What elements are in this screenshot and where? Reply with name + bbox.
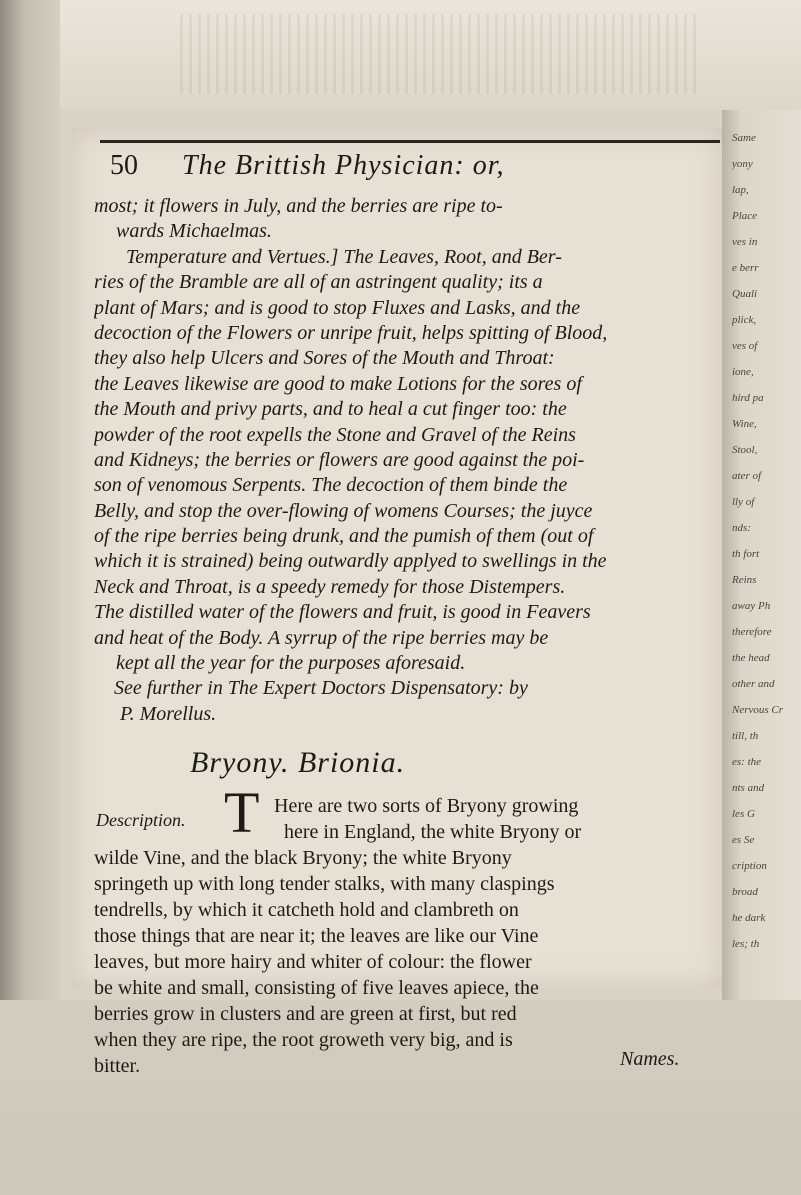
scan-top-margin <box>0 0 801 110</box>
margin-fragment: plick, <box>732 314 757 326</box>
margin-fragment: till, th <box>732 730 759 742</box>
text-line: and heat of the Body. A syrrup of the ripe berries may be <box>94 626 549 649</box>
margin-fragment: ves in <box>732 236 758 248</box>
margin-fragment: nds: <box>732 522 751 534</box>
margin-fragment: es: the <box>732 756 762 768</box>
margin-fragment: other and <box>732 678 775 690</box>
text-line: leaves, but more hairy and whiter of colour: the flower <box>94 951 532 973</box>
section-heading: Bryony. Brionia. <box>190 746 406 779</box>
text-line: when they are ripe, the root groweth very big, and is <box>94 1029 513 1051</box>
margin-fragment: Same <box>732 132 756 144</box>
margin-fragment: les G <box>732 808 755 820</box>
margin-fragment: lly of <box>732 496 755 508</box>
text-line: wilde Vine, and the black Bryony; the white Bryony <box>94 847 512 869</box>
catchword: Names. <box>620 1048 680 1070</box>
text-line: berries grow in clusters and are green at first, but red <box>94 1003 517 1025</box>
margin-fragment: the head <box>732 652 770 664</box>
margin-fragment: Reins <box>732 574 757 586</box>
text-line: and Kidneys; the berries or flowers are good against the poi- <box>94 448 585 471</box>
text-line: The distilled water of the flowers and fruit, is good in Feavers <box>94 601 591 624</box>
text-line: Belly, and stop the over-flowing of womens Courses; the juyce <box>94 499 593 522</box>
margin-fragment: therefore <box>732 626 772 638</box>
margin-fragment: cription <box>732 860 767 872</box>
text-line: decoction of the Flowers or unripe fruit, helps spitting of Blood, <box>94 321 608 344</box>
text-line: plant of Mars; and is good to stop Fluxes and Lasks, and the <box>94 296 581 319</box>
text-line: tendrells, by which it catcheth hold and clambreth on <box>94 899 519 921</box>
text-line: Temperature and Vertues.] The Leaves, Root, and Ber- <box>126 245 562 268</box>
text-line: wards Michaelmas. <box>116 220 272 243</box>
text-line: most; it flowers in July, and the berries are ripe to- <box>94 195 503 217</box>
text-line: they also help Ulcers and Sores of the Mouth and Throat: <box>94 347 555 370</box>
text-line: Neck and Throat, is a speedy remedy for those Distempers. <box>94 575 566 598</box>
margin-fragment: th fort <box>732 548 760 560</box>
text-line: those things that are near it; the leaves are like our Vine <box>94 925 539 947</box>
text-line: powder of the root expells the Stone and Gravel of the Reins <box>94 423 576 446</box>
bleed-through-texture <box>180 14 700 94</box>
text-line: ries of the Bramble are all of an astringent quality; its a <box>94 271 543 294</box>
margin-fragment: Place <box>732 210 758 222</box>
margin-fragment: Nervous Cr <box>732 704 784 716</box>
margin-fragment: broad <box>732 886 758 898</box>
text-line: which it is strained) being outwardly applyed to swellings in the <box>94 550 607 573</box>
margin-fragment: lap, <box>732 184 749 196</box>
margin-fragment: away Ph <box>732 600 771 612</box>
margin-fragment: ves of <box>732 340 758 352</box>
margin-fragment: es Se <box>732 834 755 846</box>
margin-fragment: e berr <box>732 262 759 274</box>
margin-fragment: les; th <box>732 938 760 950</box>
text-line: bitter. <box>94 1055 141 1077</box>
text-line: Here are two sorts of Bryony growing <box>274 795 579 817</box>
text-line: of the ripe berries being drunk, and the pumish of them (out of <box>94 525 594 548</box>
drop-cap: T <box>224 780 260 845</box>
margin-fragment: ione, <box>732 366 754 378</box>
text-line: P. Morellus. <box>120 702 217 725</box>
text-line: kept all the year for the purposes aforesaid. <box>116 652 466 675</box>
margin-fragment: ater of <box>732 470 762 482</box>
margin-fragment: hird pa <box>732 392 764 404</box>
body-paragraph-2 <box>94 793 720 1079</box>
body-paragraph-1 <box>94 194 720 727</box>
text-line: be white and small, consisting of five leaves apiece, the <box>94 977 539 999</box>
margin-fragment: nts and <box>732 782 765 794</box>
text-line: here in England, the white Bryony or <box>284 821 582 843</box>
margin-fragment: Stool, <box>732 444 758 456</box>
margin-fragment: Quali <box>732 288 758 300</box>
margin-fragment: he dark <box>732 912 766 924</box>
header-rule <box>100 140 720 143</box>
margin-fragment: Wine, <box>732 418 757 430</box>
text-line: See further in The Expert Doctors Dispensatory: by <box>114 677 528 700</box>
description-sidenote: Description. <box>96 810 186 830</box>
margin-fragment: yony <box>732 158 753 170</box>
page-number: 50 <box>110 150 138 181</box>
text-line: son of venomous Serpents. The decoction of them binde the <box>94 474 568 497</box>
text-line: the Leaves likewise are good to make Lotions for the sores of <box>94 372 582 395</box>
facing-page-margin <box>722 110 801 1000</box>
text-line: the Mouth and privy parts, and to heal a cut finger too: the <box>94 398 567 421</box>
running-head <box>110 148 720 188</box>
running-title: The Brittish Physician: or, <box>182 150 505 181</box>
text-line: springeth up with long tender stalks, with many claspings <box>94 873 555 895</box>
